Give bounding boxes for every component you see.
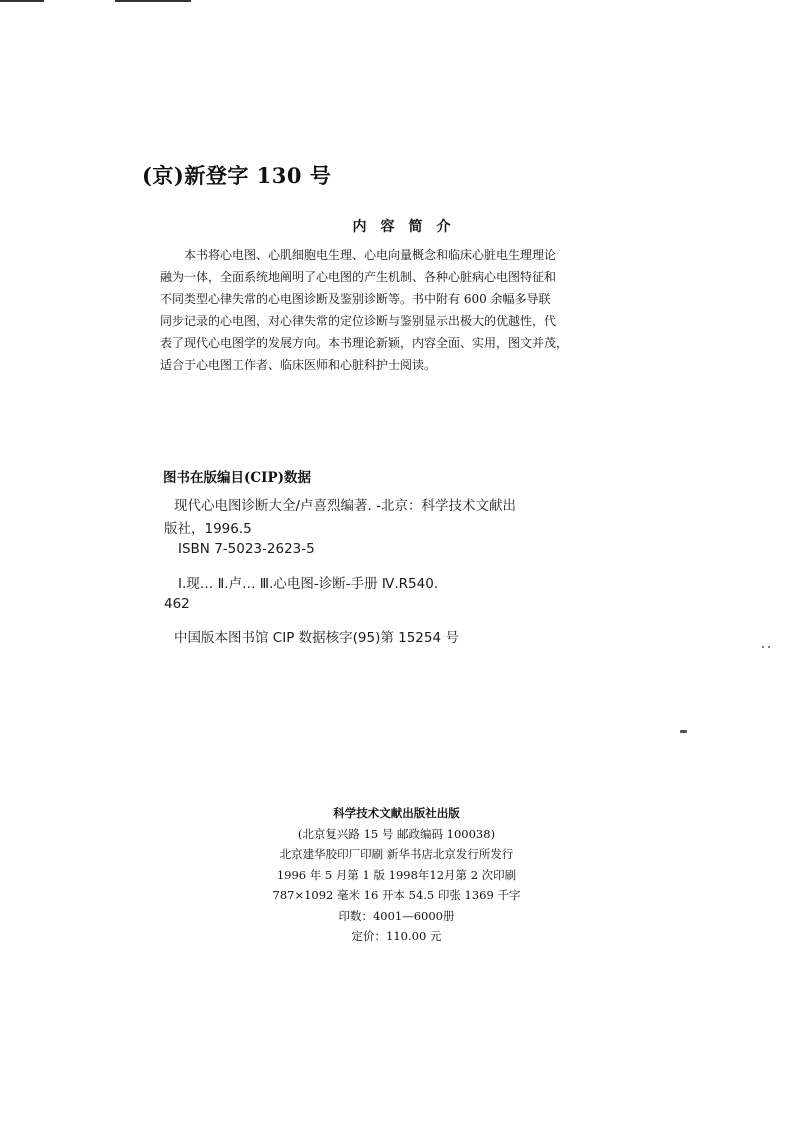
scan-edge-mark (0, 0, 44, 2)
cip-line: 462 (164, 596, 190, 612)
intro-line: 融为一体，全面系统地阐明了心电图的产生机制、各种心脏病心电图特征和 (160, 270, 557, 284)
imprint-print-run: 印数：4001—6000册 (338, 908, 455, 923)
intro-line: 同步记录的心电图，对心律失常的定位诊断与鉴别显示出极大的优越性，代 (160, 314, 557, 328)
scan-speck (762, 646, 764, 648)
cip-line: Ⅰ.现… Ⅱ.卢… Ⅲ.心电图-诊断-手册 Ⅳ.R540. (178, 576, 439, 592)
imprint-format: 787×1092 毫米 16 开本 54.5 印张 1369 千字 (272, 888, 521, 902)
cip-isbn: ISBN 7-5023-2623-5 (178, 541, 315, 557)
registration-number: (京)新登字 130 号 (142, 163, 332, 188)
scan-speck (768, 646, 770, 648)
imprint-block (0, 803, 793, 947)
imprint-price: 定价：110.00 元 (351, 929, 442, 943)
imprint-printer: 北京建华胶印厂印刷 新华书店北京发行所发行 (279, 847, 514, 861)
intro-title: 内容简介 (352, 219, 465, 235)
intro-heading (0, 216, 793, 236)
intro-line: 表了现代心电图学的发展方向。本书理论新颖，内容全面、实用，图文并茂， (160, 336, 569, 350)
intro-paragraph (160, 244, 580, 376)
cip-verification: 中国版本图书馆 CIP 数据核字(95)第 15254 号 (174, 630, 459, 646)
scan-speck (680, 730, 687, 733)
imprint-address: (北京复兴路 15 号 邮政编码 100038) (297, 826, 496, 841)
scan-edge-mark (115, 0, 191, 2)
cip-heading: 图书在版编目(CIP)数据 (163, 470, 311, 486)
intro-line: 不同类型心律失常的心电图诊断及鉴别诊断等。书中附有 600 余幅多导联 (160, 292, 551, 306)
intro-line: 适合于心电图工作者、临床医师和心脏科护士阅读。 (160, 358, 437, 372)
imprint-publisher: 科学技术文献出版社出版 (333, 806, 460, 820)
intro-line: 本书将心电图、心肌细胞电生理、心电向量概念和临床心脏电生理理论 (184, 248, 557, 262)
cip-line: 现代心电图诊断大全/卢喜烈编著. -北京：科学技术文献出 (174, 498, 517, 514)
cip-line: 版社，1996.5 (164, 521, 252, 537)
imprint-edition: 1996 年 5 月第 1 版 1998年12月第 2 次印刷 (276, 867, 517, 882)
